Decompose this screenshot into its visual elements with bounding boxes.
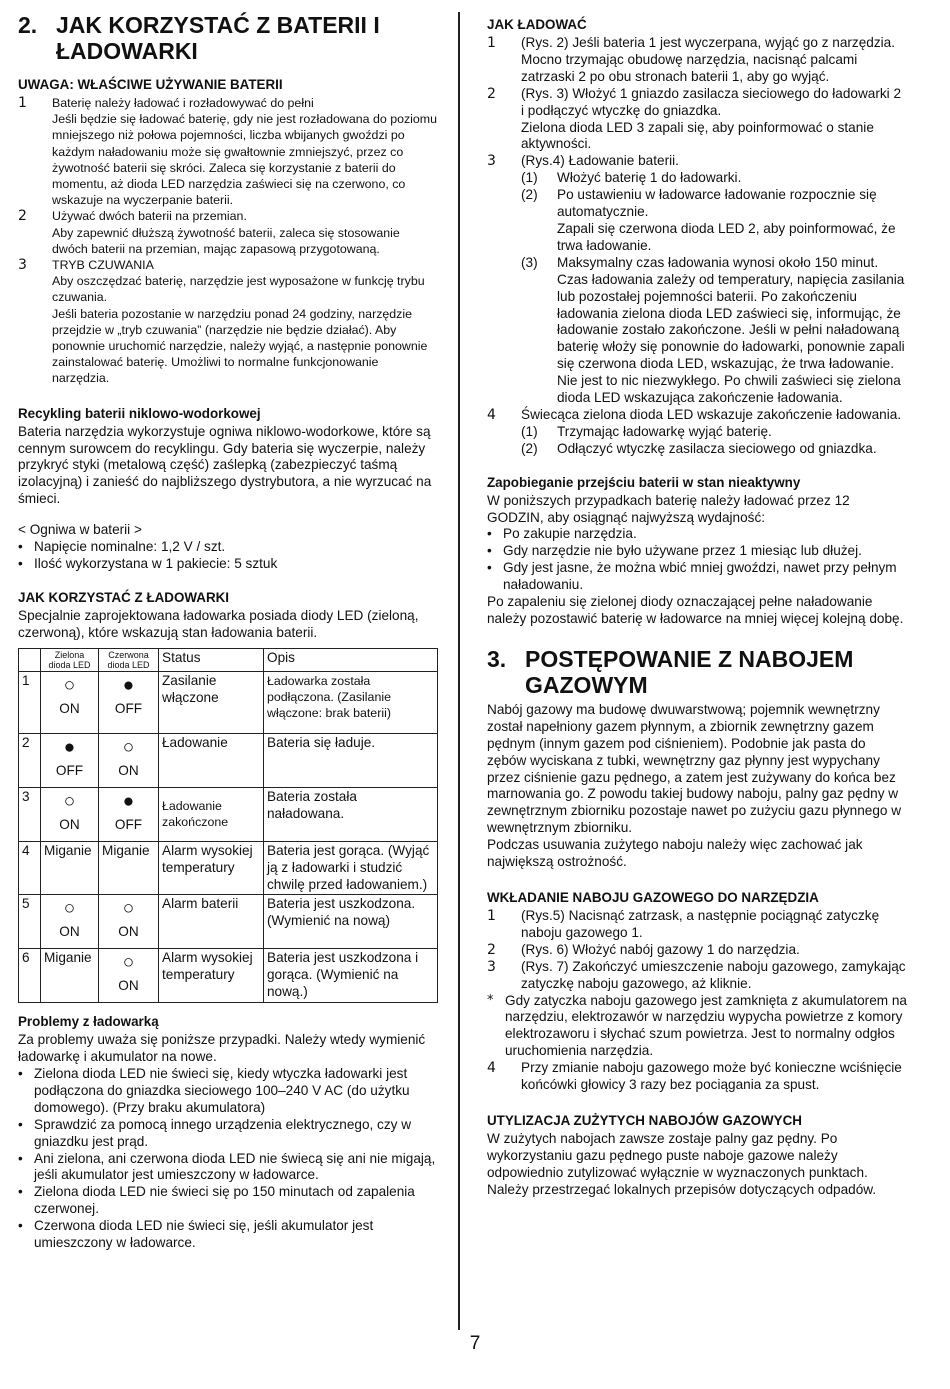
insert-step: [487, 1060, 907, 1094]
led-state: Miganie: [99, 841, 159, 895]
column-header: Czerwona dioda LED: [99, 648, 159, 671]
led-state: ON: [59, 700, 80, 716]
insert-note: [487, 993, 907, 1061]
gas-text: Nabój gazowy ma budowę dwuwarstwową; pojemnik wewnętrzny został napełniony gazem płynnym, a zbiornik zewnętrzny gazem pędnym (innym gazem pod ciśnieniem). Podobnie jak pasta do zębów wyciskana z tubki, wewnętrzny gaz płynny jest wypychany przez ciśnienie gazu pędnego, a zatem jest zużywany do końca bez marnowania go. Z powodu takiej budowy naboju, palny gaz pędny w zewnętrznym zbiorniku pozostaje nawet po zużyciu gazu płynnego w wewnętrznym zbiorniku.: [487, 701, 902, 836]
status-cell: Alarm wysokiej temperatury: [159, 841, 264, 895]
description-cell: Bateria została naładowana.: [264, 787, 438, 841]
row-number: 1: [19, 671, 41, 733]
status-cell: Alarm wysokiej temperatury: [159, 949, 264, 1003]
description-cell: Bateria jest uszkodzona i gorąca. (Wymienić na nową.): [264, 949, 438, 1003]
led-on-icon: ●: [122, 674, 135, 696]
gas-text: Podczas usuwania zużytego naboju należy więc zachować jak największą ostrożność.: [487, 837, 863, 870]
substeps: [521, 170, 907, 407]
left-column: [18, 12, 438, 1252]
list-item: • Po zakupie narzędzia.: [487, 526, 637, 542]
step-text: Gdy zatyczka naboju gazowego jest zamknięta z akumulatorem na narzędziu, elektrozawór w narzędziu wypycha powietrze z komory elektrozaworu i słychać szum powietrza. Jest to normalny odgłos uruchomienia narzędzia.: [505, 992, 907, 1059]
led-state: OFF: [114, 700, 143, 716]
step-text: Aby zapewnić dłuższą żywotność baterii, zaleca się stosowanie dwóch baterii na przemian, mając zapasową przygotowaną.: [52, 225, 400, 256]
row-number: 3: [19, 787, 41, 841]
step-text: (Rys. 6) Włożyć nabój gazowy 1 do narzędzia.: [521, 941, 800, 957]
charge-steps: [487, 35, 907, 458]
table-row: [19, 671, 438, 733]
step-text: Zielona dioda LED 3 zapali się, aby poinformować o stanie aktywności.: [521, 119, 874, 152]
substep: (2) Odłączyć wtyczkę zasilacza sieciowego od gniazdka.: [521, 440, 877, 456]
problems-heading: Problemy z ładowarką: [18, 1014, 159, 1030]
table-row: [19, 949, 438, 1003]
substep: (2) Po ustawieniu w ładowarce ładowanie rozpocznie się automatycznie. Zapali się czerwona dioda LED 2, aby poinformować, że trwa ładowanie.: [521, 187, 896, 253]
status-cell: Ładowanie: [159, 733, 264, 787]
charge-step: [487, 407, 907, 458]
list-item: • Zielona dioda LED nie świeci się, kiedy wtyczka ładowarki jest podłączona do gniazdka sieciowego 100–240 V AC (do użytku domowego). (Przy braku akumulatora): [18, 1065, 410, 1115]
how-to-charge-heading: JAK ŁADOWAĆ: [487, 17, 587, 32]
list-item: • Napięcie nominalne: 1,2 V / szt.: [18, 539, 226, 555]
led-off-icon: ○: [122, 736, 135, 758]
insert-steps: [487, 908, 907, 1094]
insert-step: [487, 959, 907, 993]
description-cell: Bateria jest gorąca. (Wyjąć ją z ładowarki i studzić chwilę przed ładowaniem.): [264, 841, 438, 895]
recycling-heading: Recykling baterii niklowo-wodorkowej: [18, 405, 261, 421]
list-item: • Czerwona dioda LED nie świeci się, jeśli akumulator jest umieszczony w ładowarce.: [18, 1218, 374, 1251]
description-cell: Ładowarka została podłączona. (Zasilanie włączone: brak baterii): [264, 671, 438, 733]
description-cell: Bateria jest uszkodzona. (Wymienić na nową): [264, 895, 438, 949]
description-cell: Bateria się ładuje.: [264, 733, 438, 787]
column-header: Zielona dioda LED: [41, 648, 99, 671]
led-off-icon: ○: [122, 898, 135, 920]
battery-steps: [18, 95, 438, 387]
section-2-heading: [18, 12, 438, 64]
step-text: (Rys.4) Ładowanie baterii.: [521, 153, 679, 169]
list-item: • Gdy jest jasne, że można wbić mniej gwoździ, nawet przy pełnym naładowaniu.: [487, 560, 897, 593]
step-number: 3: [18, 257, 27, 274]
table-row: [19, 733, 438, 787]
step-number: 2: [18, 208, 27, 225]
status-cell: Ładowanie zakończone: [159, 787, 264, 841]
step-number: 4: [487, 1060, 496, 1077]
led-state: OFF: [114, 816, 143, 832]
led-state: Miganie: [41, 949, 99, 1003]
problems-list: [18, 1066, 438, 1252]
row-number: 6: [19, 949, 41, 1003]
insert-step: [487, 942, 907, 959]
section-number: 3.: [487, 645, 507, 672]
led-state: ON: [118, 762, 139, 778]
charger-intro: Specjalnie zaprojektowana ładowarka posiada diody LED (zieloną, czerwoną), które wskazują stan ładowania baterii.: [18, 607, 419, 640]
battery-step: [18, 208, 438, 257]
step-text: Przy zmianie naboju gazowego może być konieczne wciśnięcie końcówki głowicy 3 razy bez pociągania za spust.: [521, 1060, 902, 1093]
step-number: 4: [487, 406, 496, 423]
charge-step: [487, 86, 907, 154]
cells-list: [18, 539, 438, 573]
section-number: 2.: [18, 12, 38, 38]
column-header: Status: [159, 648, 264, 671]
table-header-row: [19, 648, 438, 671]
step-number: 2: [487, 85, 496, 102]
prevent-heading: Zapobieganie przejściu baterii w stan nieaktywny: [487, 474, 801, 490]
led-off-icon: ○: [63, 790, 76, 812]
prevent-outro: Po zapaleniu się zielonej diody oznaczającej pełne naładowanie należy pozostawić baterię w ładowarce na mniej więcej kolejną dobę.: [487, 594, 904, 626]
step-number: 1: [487, 907, 496, 924]
step-number: 3: [487, 958, 496, 975]
list-item: • Ani zielona, ani czerwona dioda LED nie świecą się ani nie migają, jeśli akumulator jest umieszczony w ładowarce.: [18, 1150, 436, 1183]
led-state: ON: [118, 924, 139, 940]
led-state: OFF: [55, 762, 84, 778]
page-number: 7: [469, 1333, 481, 1354]
step-text: Aby oszczędzać baterię, narzędzie jest wyposażone w funkcję trybu czuwania.: [52, 274, 425, 305]
step-text: Jeśli będzie się ładować baterię, gdy nie jest rozładowana do poziomu mniejszego niż połowa pojemności, liczba wbijanych gwoździ po każdym naładowaniu może się gwałtownie zmniejszyć, przez co żywotność baterii się skróci. Zaleca się korzystanie z baterii do momentu, aż dioda LED narzędzia zaświeci się na czerwono, co wskazuje na wyczerpanie baterii.: [52, 112, 438, 208]
insert-heading: WKŁADANIE NABOJU GAZOWEGO DO NARZĘDZIA: [487, 889, 819, 905]
step-text: Baterię należy ładować i rozładowywać do pełni: [52, 96, 314, 110]
led-off-icon: ○: [63, 898, 76, 920]
column-divider: [458, 12, 460, 1330]
step-text: (Rys. 2) Jeśli bateria 1 jest wyczerpana, wyjąć go z narzędzia. Mocno trzymając obudowę narzędzia, nacisnąć palcami zatrzaski 2 po obu stronach baterii 1, aby go wyjąć.: [521, 35, 895, 84]
row-number: 4: [19, 841, 41, 895]
battery-step: [18, 257, 438, 387]
substep: (1) Włożyć baterię 1 do ładowarki.: [521, 170, 742, 186]
led-state: Miganie: [41, 841, 99, 895]
substep: (3) Maksymalny czas ładowania wynosi około 150 minut. Czas ładowania zależy od temperatury, napięcia zasilania lub pozostałej pojemności baterii. Po zakończeniu ładowania zielona dioda LED zaświeci się, informując, że ładowanie zostało zakończone. Jeśli w pełni naładowaną baterię włoży się ponownie do ładowarki, ponownie zapali się czerwona dioda LED, wskazując, że trwa ładowanie. Nie jest to nic niezwykłego. Po chwili zaświeci się zielona dioda LED wskazująca zakończenie ładowania.: [521, 254, 905, 406]
led-state: ON: [59, 816, 80, 832]
insert-step: [487, 908, 907, 942]
step-text: Jeśli bateria pozostanie w narzędziu ponad 24 godziny, narzędzie przejdzie w „tryb czuwania” (narzędzie nie będzie działać). Aby ponownie uruchomić narzędzie, należy wyjąć, a następnie ponownie zainstalować baterię. Umożliwi to normalne funkcjonowanie narzędzia.: [52, 306, 428, 386]
led-state: ON: [59, 924, 80, 940]
table-row: [19, 787, 438, 841]
step-number: 1: [487, 35, 496, 51]
substeps: [521, 424, 907, 458]
charger-heading: JAK KORZYSTAĆ Z ŁADOWARKI: [18, 589, 230, 605]
list-item: • Sprawdzić za pomocą innego urządzenia elektrycznego, czy w gniazdku jest prąd.: [18, 1116, 412, 1149]
status-cell: Zasilanie włączone: [159, 671, 264, 733]
step-text: (Rys. 3) Włożyć 1 gniazdo zasilacza sieciowego do ładowarki 2 i podłączyć wtyczkę do gniazdka.: [521, 85, 902, 118]
step-text: (Rys.5) Nacisnąć zatrzask, a następnie pociągnąć zatyczkę naboju gazowego 1.: [521, 907, 880, 940]
recycling-text: Bateria narzędzia wykorzystuje ogniwa niklowo-wodorkowe, które są cennym surowcem do recyklingu. Gdy bateria się wyczerpie, należy przykryć styki (metalową część) zaślepką (zabezpieczyć taśmą izolacyjną) i zanieść do najbliższego dystrybutora, a nie wyrzucać na śmieci.: [18, 423, 432, 507]
step-text: TRYB CZUWANIA: [52, 258, 154, 273]
step-number: 1: [18, 95, 27, 111]
list-item: • Gdy narzędzie nie było używane przez 1 miesiąc lub dłużej.: [487, 543, 862, 559]
list-item: • Zielona dioda LED nie świeci się po 150 minutach od zapalenia czerwonej.: [18, 1184, 415, 1217]
step-text: Używać dwóch baterii na przemian.: [52, 209, 247, 224]
right-column: [487, 12, 907, 1199]
battery-use-heading: UWAGA: WŁAŚCIWE UŻYWANIE BATERII: [18, 77, 283, 92]
list-item: • Ilość wykorzystana w 1 pakiecie: 5 sztuk: [18, 556, 278, 571]
prevent-list: [487, 526, 907, 594]
charge-step: [487, 153, 907, 407]
charge-step: [487, 35, 907, 86]
substep: (1) Trzymając ładowarkę wyjąć baterię.: [521, 423, 772, 439]
led-on-icon: ●: [63, 736, 76, 758]
row-number: 5: [19, 895, 41, 949]
disposal-text: W zużytych nabojach zawsze zostaje palny gaz pędny. Po wykorzystaniu gazu pędnego puste naboje gazowe należy odpowiednio zutylizować wyłącznie w wyznaczonych punktach. Należy przestrzegać lokalnych przepisów dotyczących odpadów.: [487, 1130, 877, 1197]
section-3-heading: [487, 646, 907, 698]
led-off-icon: ○: [63, 674, 76, 696]
step-text: (Rys. 7) Zakończyć umieszczenie naboju gazowego, zamykając zatyczkę naboju gazowego, aż kliknie.: [521, 958, 906, 991]
step-number: 2: [487, 941, 496, 958]
section-title: JAK KORZYSTAĆ Z BATERII I ŁADOWARKI: [56, 12, 380, 64]
battery-step: [18, 95, 438, 208]
led-on-icon: ●: [122, 790, 135, 812]
table-row: [19, 895, 438, 949]
led-status-table: [18, 648, 438, 1003]
row-number: 2: [19, 733, 41, 787]
cells-title: < Ogniwa w baterii >: [18, 522, 142, 538]
step-number: *: [487, 992, 494, 1008]
led-state: ON: [118, 978, 139, 994]
prevent-intro: W poniższych przypadkach baterię należy ładować przez 12 GODZIN, aby osiągnąć najwyższą wydajność:: [487, 492, 850, 525]
problems-intro: Za problemy uważa się poniższe przypadki. Należy wtedy wymienić ładowarkę i akumulator na nowe.: [18, 1032, 426, 1065]
step-text: Świecąca zielona dioda LED wskazuje zakończenie ładowania.: [521, 406, 902, 422]
table-row: [19, 841, 438, 895]
section-title: POSTĘPOWANIE Z NABOJEM GAZOWYM: [525, 645, 854, 698]
column-header: Opis: [264, 648, 438, 671]
step-number: 3: [487, 153, 496, 170]
status-cell: Alarm baterii: [159, 895, 264, 949]
led-off-icon: ○: [122, 952, 135, 974]
disposal-heading: UTYLIZACJA ZUŻYTYCH NABOJÓW GAZOWYCH: [487, 1112, 802, 1128]
